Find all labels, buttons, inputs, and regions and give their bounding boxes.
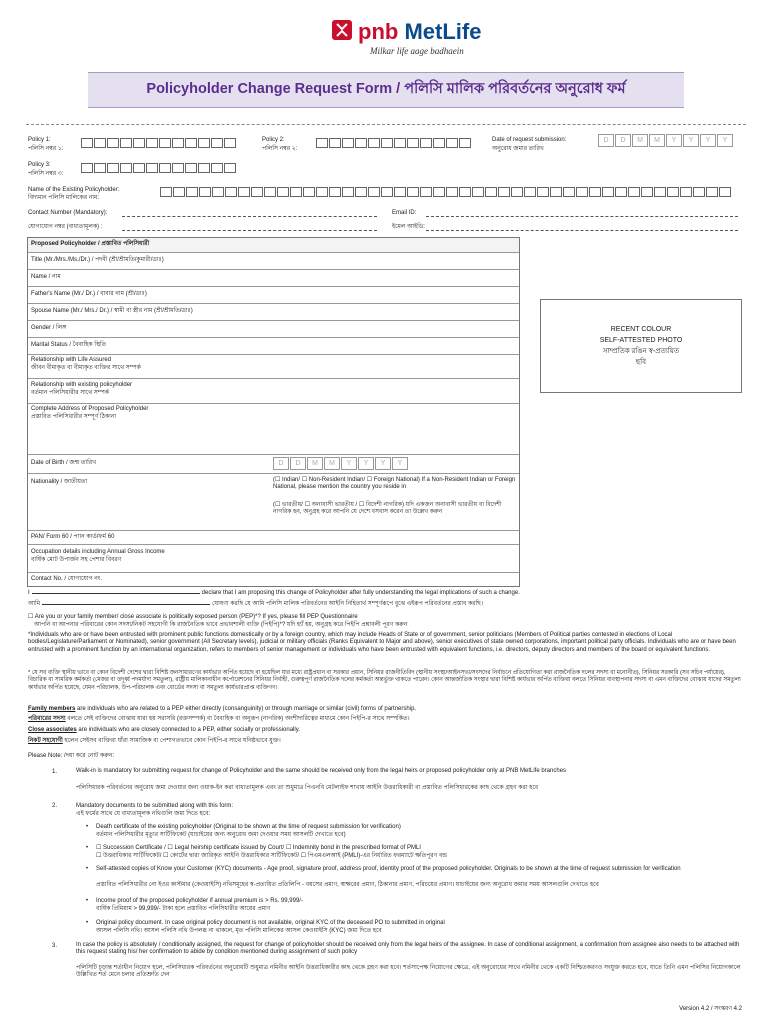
gender-row[interactable] — [28, 320, 519, 338]
address-row[interactable] — [28, 403, 519, 455]
dob-label: Date of Birth / জন্ম তারিখ — [31, 460, 97, 466]
photo-line2: SELF-ATTESTED PHOTO — [599, 337, 683, 344]
doc4-bn: বার্ষিক প্রিমিয়াম > 99,999/- টাকা হলে প্রস্তাবিত পলিসিধারীর আয়ের প্রমাণ — [96, 906, 271, 912]
rel-la-label-en: Relationship with Life Assured — [31, 357, 112, 363]
occupation-label-bn: বার্ষিক মোট উপার্জন সহ পেশার বিবরণ — [31, 557, 122, 563]
close-associates-bn: নিকট সহযোগী হলেন সেইসব ব্যক্তিরা যাঁরা সামাজিক বা পেশাগতভাবে কোন পিইপি-র সাথে ঘনিষ্ঠভাবে যুক্ত। — [28, 738, 281, 744]
doc5-bn: আসল পলিসি নথি। আসল পলিসি নথি উপলব্ধ না থাকলে, মৃত পলিসি মালিকের আসল কেওয়াইসি (KYC) জমা দিতে হবে — [96, 928, 382, 934]
email-label-en: Email ID: — [392, 210, 417, 216]
father-row[interactable] — [28, 286, 519, 304]
brand-name: pnb MetLife — [358, 19, 482, 44]
existing-holder-label-en: Name of the Existing Policyholder: — [28, 187, 120, 193]
policy2-input[interactable] — [316, 138, 472, 148]
name-label: Name / নাম — [31, 274, 61, 280]
gender-label: Gender / লিঙ্গ — [31, 325, 67, 331]
doc3-bn: প্রস্তাবিত পলিসিধারীর নো ইওর কাস্টমার (কেওয়াইসি) নথিসমূহের স্ব-প্রত্যয়িত প্রতিলিপি - বয়সের প্রমাণ, স্বাক্ষরের প্রমাণ, ঠিকানার প্রমাণ, পরিচয়ের প্রমাণ। যাচাইয়ের জন্য অনুরোধ জমার সময় আসলগুলি দেখাতে হবে — [96, 882, 599, 888]
photo-box[interactable] — [540, 299, 742, 393]
email-input[interactable] — [426, 216, 738, 217]
policy1-label-bn: পলিসি নম্বর ১: — [28, 146, 64, 152]
rel-ph-row[interactable] — [28, 378, 519, 404]
policy1-input[interactable] — [81, 138, 237, 148]
doc5-en: Original policy document. In case original policy document is not available, original KYC of the deceased PO to submitted in original — [96, 920, 445, 926]
pep-question-en[interactable]: ☐ Are you or your family member/ close associate is politically exposed person (PEP)*? If yes, please fill PEP Questionnaire — [28, 614, 358, 620]
doc4-en: Income proof of the proposed policyholder if annual premium is > Rs. 99,999/- — [96, 898, 303, 904]
rel-la-label-bn: জীবন বীমাকৃত বা বীমাকৃত ব্যক্তির সাথে সম্পর্ক — [31, 365, 141, 371]
declaration-en: I declare that I am proposing this change of Policyholder after fully understanding the legal implications of such a change. — [28, 590, 520, 596]
notes-heading: Please Note: /দয়া করে নোট করুন: — [28, 753, 115, 759]
form-title: Policyholder Change Request Form / পলিসি মালিক পরিবর্তনের অনুরোধ ফর্ম — [88, 72, 684, 108]
address-label-en: Complete Address of Proposed Policyholder — [31, 406, 149, 412]
note2-number: 2. — [52, 803, 58, 809]
spouse-label: Spouse Name (Mr./ Mrs./ Dr.) / স্বামী বা স্ত্রীর নাম (শ্রী/শ্রীমতি/ডাঃ) — [31, 308, 193, 314]
name-row[interactable] — [28, 269, 519, 287]
declaration-bn: আমি ঘোষণা করছি যে আমি পলিসি মালিক পরিবর্তনের আইনি নিহিতার্থ সম্পূর্ণরূপে বুঝে এইরূপ পরিবর্তনের প্রস্তাব করছি। — [28, 601, 483, 607]
policy3-label-bn: পলিসি নম্বর ৩: — [28, 171, 64, 177]
note3-en: In case the policy is absolutely / conditionally assigned, the request for change of policyholder should be received only from the legal heirs of the assignee. In case of conditional assignment, a confirmation from assignee also needs to be attached with this request stating his/ her confirmation to abide by condition mentioned during assignment of such policy — [76, 942, 740, 956]
family-members-en: Family members are individuals who are related to a PEP either directly (consanguinity) or through marriage or similar (civil) forms of partnership. — [28, 706, 417, 712]
divider — [26, 124, 746, 125]
marital-label: Marital Status / বৈবাহিক স্থিতি — [31, 342, 107, 348]
nationality-label: Nationality / জাতীয়তা — [31, 479, 88, 485]
pep-definition-en: *Individuals who are or have been entrusted with prominent public functions domestically or by a foreign country, which may include Heads of State or of government, senior politicians (Members of Political parties contested in elections of Local bodies/Legislature/Parliament or Nominated), senior government (All Secretary levels), judicial or military officials (Ranks Equivalent to Major and above), senior executives of state owned corporations, important political party officials. Individuals who are or have been entrusted with a prominent function by an international organization, refers to members of senior management or individuals who have been entrusted with equivalent functions, i.e. directors, deputy directors and members of the board or equivalent functions. — [28, 632, 736, 653]
contact-label-en: Contact Number (Mandatory): — [28, 210, 108, 216]
email-input-bn[interactable] — [426, 230, 738, 231]
title-row[interactable] — [28, 252, 519, 270]
bullet-icon: • — [86, 920, 89, 926]
bullet-icon: • — [86, 824, 89, 830]
note3-number: 3. — [52, 943, 58, 949]
note1-bn: পলিসিধারক পরিবর্তনের অনুরোধ জমা দেওয়ার জন্য ওয়াক-ইন করা বাধ্যতামূলক এবং তা শুধুমাত্র পিএনবি মেটলাইফ শাখায় আইনি উত্তরাধিকারী বা প্রস্তাবিত পলিসিধারকের কাছ থেকে গ্রহণ করা হবে — [76, 785, 539, 791]
rel-ph-label-en: Relationship with existing policyholder — [31, 382, 133, 388]
father-label: Father's Name (Mr./ Dr.) / বাবার নাম (শ্রী/ডাঃ) — [31, 291, 147, 297]
doc3-en: Self-attested copies of Know your Customer (KYC) documents - Age proof, signature proof, address proof, identity proof of the proposed policyholder. Originals to be shown at the time of request submission for verification — [96, 866, 681, 872]
nationality-row[interactable] — [28, 473, 519, 531]
proposed-header: Proposed Policyholder / প্রস্তাবিত পলিসিধারী — [31, 241, 150, 247]
dob-row[interactable] — [28, 454, 519, 474]
table-header-row — [28, 238, 519, 253]
occupation-row[interactable] — [28, 544, 519, 573]
bullet-icon: • — [86, 845, 89, 851]
policy1-label-en: Policy 1: — [28, 137, 51, 143]
note3-bn: পলিসিটি চূড়ান্ত শর্তাধীন নিয়োগ হলে, পলিসিধারক পরিবর্তনের অনুরোধটি শুধুমাত্র নমিনীর আইনি উত্তরাধিকারীর কাছ থেকে গ্রহণ করা হবে। শর্তসাপেক্ষ নিয়োগের ক্ষেত্রে, এই অনুরোধের সাথে নমিনীর থেকে একটি নিশ্চিতকরণও সংযুক্ত করতে হবে, যাতে তিনি এমন পলিসির নিয়োগকালে উল্লিখিত শর্ত মেনে চলার প্রতিশ্রুতি দেন — [76, 965, 741, 979]
policy2-label-en: Policy 2: — [262, 137, 285, 143]
photo-line1: RECENT COLOUR — [610, 326, 672, 333]
date-label-bn: অনুরোধ জমার তারিখ — [492, 146, 544, 152]
nationality-options-en[interactable]: (☐ Indian/ ☐ Non-Resident Indian/ ☐ Foreign National) If a Non-Resident Indian or Foreign National, please mention the country you reside in — [273, 477, 516, 491]
tagline: Milkar life aage badhaein — [370, 46, 464, 56]
bullet-icon: • — [86, 898, 89, 904]
pep-question-bn: আপনি বা আপনার পরিবারের কোন সদস্য/নিকট সহযোগী কি রাজনৈতিক ভাবে প্রভাবশালী ব্যক্তি (পিইপি)*? যদি হ্যাঁ হয়, অনুগ্রহ করে পিইপি প্রশ্নাবলী পূরণ করুন — [34, 622, 408, 628]
marital-row[interactable] — [28, 337, 519, 355]
rel-la-row[interactable] — [28, 354, 519, 379]
proposed-policyholder-table — [27, 237, 520, 587]
existing-holder-input[interactable] — [160, 187, 732, 197]
pep-definition-bn: * যে সব ব্যক্তি স্থানীয় ভাবে বা কোন বিদেশী দেশের দ্বারা বিশিষ্ট জনসাধারণের কার্যভার অর্পিত হয়েছে বা হয়েছিল যার মধ্যে রাষ্ট্রপ্রধান বা সরকার প্রধান, সিনিয়র রাজনীতিবিদ (স্থানীয় সংস্থা/আইনসভা/সংসদের নির্বাচনে প্রতিযোগিতা করা রাজনৈতিক দলের সদস্য বা মনোনীত), সিনিয়র সরকারি (সব সচিব পর্যায়ের), বিচারিক বা সামরিক কর্মকর্তা (মেজর বা তদূর্ধ্ব পদমর্যাদা সমতুল্য), রাষ্ট্রীয় মালিকানাধীন কর্পোরেশনের সিনিয়র নির্বাহী, গুরুত্বপূর্ণ রাজনৈতিক দলের কর্মকর্তা অন্তর্ভুক্ত থাকতে পারেন। কোন আন্তর্জাতিক সংস্থার দ্বারা বিশিষ্ট কার্যভার অর্পিত ব্যক্তিরা বলতে সিনিয়র ব্যবস্থাপনার সদস্য বা এমন ব্যক্তিদের বোঝায় যাদের সমতুল্য কার্যভার অর্পিত হয়েছে, যেমন পরিচালক, উপ-পরিচালক এবং বোর্ডের সদস্য বা সমতুল্য কার্যভারপ্রাপ্ত ব্যক্তিগণ। — [28, 670, 741, 691]
date-label-en: Date of request submission: — [492, 137, 567, 143]
email-label-bn: ইমেল আইডি: — [392, 224, 425, 230]
request-date-input[interactable]: D D M M Y Y Y Y — [598, 134, 734, 147]
doc1-bn: বর্তমান পলিসিধারীর মৃত্যুর সার্টিফিকেট (যাচাইয়ের জন্য অনুরোধ জমা দেওয়ার সময় আসলটি দেখাতে হবে) — [96, 832, 346, 838]
family-members-bn: পরিবারের সদস্য বলতে সেই ব্যক্তিদের বোঝায় যারা হয় সরাসরি (রক্তসম্পর্ক) বা বৈবাহিক বা অনুরূপ (নাগরিক) অংশীদারিত্বের মাধ্যমে কোন পিইপি-র সাথে সম্পর্কিত। — [28, 716, 410, 722]
pan-row[interactable] — [28, 530, 519, 545]
pnb-emblem-icon — [330, 18, 354, 42]
pan-label: PAN/ Form 60 / প্যান কার্ড/ফর্ম 60 — [31, 534, 115, 540]
policy3-input[interactable] — [81, 163, 237, 173]
contact-label-bn: যোগাযোগ নম্বর (বাধ্যতামূলক) : — [28, 224, 103, 230]
note1-en: Walk-in is mandatory for submitting request for change of Policyholder and the same should be received only from the legal heirs or proposed policyholder only at PNB MetLife branches — [76, 768, 567, 774]
dob-input[interactable]: D D M M Y Y Y Y — [273, 457, 409, 470]
spouse-row[interactable] — [28, 303, 519, 321]
contact-input-bn[interactable] — [122, 230, 377, 231]
nationality-options-bn[interactable]: (☐ ভারতীয়/ ☐ অনাবাসী ভারতীয় / ☐ বিদেশী নাগরিক) যদি একজন অনাবাসী ভারতীয় বা বিদেশী নাগরিক হন, অনুগ্রহ করে আপনি যে দেশে বসবাস করেন তা উল্লেখ করুন — [273, 502, 502, 516]
note1-number: 1. — [52, 769, 58, 775]
note2-bn: এই ফর্মের সাথে যে বাধ্যতামূলক নথিগুলি জমা দিতে হবে: — [76, 811, 211, 817]
doc2-en[interactable]: ☐ Succession Certificate / ☐ Legal heirship certificate issued by Court/ ☐ Indemnity bond in the prescribed format of PMLI — [96, 845, 421, 851]
note2-en: Mandatory documents to be submitted along with this form: — [76, 803, 234, 809]
doc1-en: Death certificate of the existing policyholder (Original to be shown at the time of request submission for verification) — [96, 824, 401, 830]
close-associates-en: Close associates are individuals who are closely connected to a PEP, either socially or professionally. — [28, 727, 300, 733]
policy3-label-en: Policy 3: — [28, 162, 51, 168]
occupation-label-en: Occupation details including Annual Gross Income — [31, 549, 165, 555]
policy2-label-bn: পলিসি নম্বর ২: — [262, 146, 298, 152]
doc2-bn[interactable]: ☐ উত্তরাধিকার সার্টিফিকেট/ ☐ কোর্টের দ্বারা জারিকৃত আইনি উত্তরাধিকার সার্টিফিকেট/ ☐ পিএমএলআই (PMLI)-এর নির্ধারিত ফরম্যাটে ক্ষতিপূরণ বন্ড — [96, 853, 448, 859]
version-label: Version 4.2 / সংস্করণ 4.2 — [679, 1006, 742, 1012]
bullet-icon: • — [86, 866, 89, 872]
rel-ph-label-bn: বর্তমান পলিসিধারীর সাথে সম্পর্ক — [31, 390, 109, 396]
photo-line4: ছবি — [635, 359, 647, 366]
contact-input[interactable] — [122, 216, 377, 217]
address-label-bn: প্রস্তাবিত পলিসিধারীর সম্পূর্ণ ঠিকানা — [31, 414, 117, 420]
contact-no-label: Contact No. / যোগাযোগ নং. — [31, 576, 103, 582]
existing-holder-label-bn: বিদ্যমান পলিসি মালিকের নাম: — [28, 195, 100, 201]
photo-line3: সাম্প্রতিক রঙিন স্ব-প্রত্যয়িত — [602, 348, 680, 355]
title-label: Title (Mr./Mrs./Ms./Dr.) / পদবী (শ্রী/শ্রীমতি/কুমারী/ডাঃ) — [31, 257, 164, 263]
contact-no-row[interactable] — [28, 572, 519, 586]
